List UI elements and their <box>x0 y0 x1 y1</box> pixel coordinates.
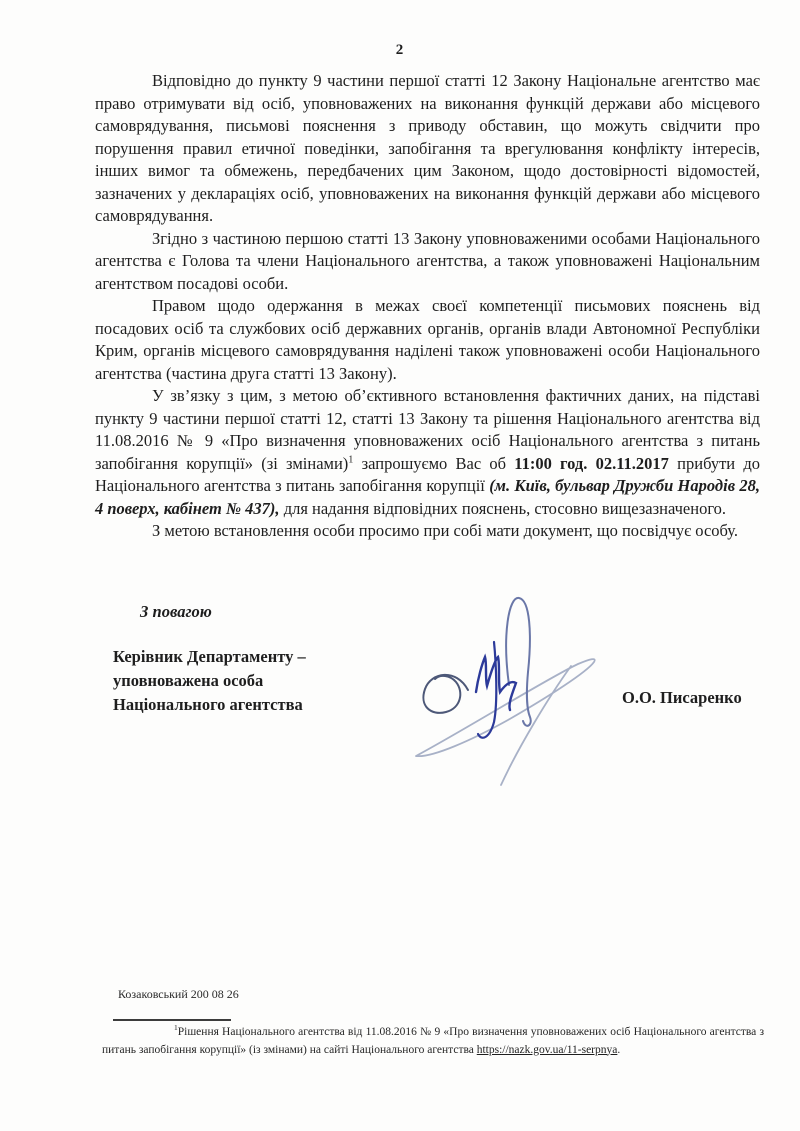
paragraph-segment: для надання відповідних пояснень, стосовно вищезазначеного. <box>279 498 727 518</box>
signature-image <box>398 572 650 794</box>
signature-stroke-descender <box>478 642 496 738</box>
signature-stroke-flourish <box>416 659 595 756</box>
signer-position-line: Національного агентства <box>113 695 303 714</box>
footnote-suffix: . <box>617 1043 621 1056</box>
footnote-separator <box>113 1019 231 1021</box>
signature-stroke-loop-left <box>423 675 468 713</box>
paragraph <box>95 70 760 228</box>
signature-stroke-diagonal <box>501 666 571 785</box>
paragraph-segment: прибути до Національного агентства з питань запобігання корупції <box>95 453 760 495</box>
signer-position-line: уповноважена особа <box>113 671 264 690</box>
paragraph-segment: запрошуємо Вас об <box>353 453 515 473</box>
paragraph-segment: 11:00 год. 02.11.2017 <box>514 453 669 473</box>
letter-body <box>95 70 760 543</box>
paragraph-segment: Згідно з частиною першою статті 13 Закону уповноваженими особами Національного агентства є Голова та члени Національного агентства, а також уповноважені Національним агентством посадові особи. <box>95 228 760 293</box>
closing-salutation: З повагою <box>140 602 212 621</box>
signer-name: О.О. Писаренко <box>622 688 742 707</box>
paragraph <box>95 520 760 543</box>
paragraph-segment: Відповідно до пункту 9 частини першої статті 12 Закону Національне агентство має право отримувати від осіб, уповноважених на виконання функцій держави або місцевого самоврядування, письмові пояснення з приводу обставин, що можуть свідчити про порушення правил етичної поведінки, запобігання та врегулювання конфлікту інтересів, інших вимог та обмежень, передбачених цим Законом, щодо достовірності відомостей, зазначених у деклараціях осіб, уповноважених на виконання функцій держави або місцевого самоврядування. <box>95 71 760 225</box>
page-number: 2 <box>395 42 405 58</box>
footnote-text: Рішення Національного агентства від 11.08.2016 № 9 «Про визначення уповноважених осіб Національного агентства з питань запобігання корупції» (із змінами) на сайті Національного агентства <box>102 1026 764 1056</box>
signer-position-line: Керівник Департаменту – <box>113 647 306 666</box>
paragraph <box>95 228 760 296</box>
signer-position <box>113 645 403 717</box>
paragraph <box>95 385 760 520</box>
paragraph-segment: (м. Київ, бульвар Дружби Народів 28, 4 поверх, кабінет № 437), <box>95 476 760 518</box>
footnote <box>102 1024 764 1059</box>
paragraph-segment: 1 <box>348 454 354 465</box>
paragraph-segment: З метою встановлення особи просимо при собі мати документ, що посвідчує особу. <box>152 521 739 540</box>
footnote-link[interactable]: https://nazk.gov.ua/11-serpnya <box>476 1043 618 1056</box>
paragraph-segment: У зв’язку з цим, з метою об’єктивного встановлення фактичних даних, на підставі пункту 9 частини першої статті 12, статті 13 Закону та рішення Національного агентства від 11.08.2016 № 9 «Про визначення уповноважених осіб Національного агентства з питань запобігання корупції» (зі змінами) <box>95 386 760 473</box>
executor-contact: Козаковський 200 08 26 <box>118 987 239 1001</box>
paragraph-segment: Правом щодо одержання в межах своєї компетенції письмових пояснень від посадових осіб та службових осіб державних органів, органів влади Автономної Республіки Крим, органів місцевого самоврядування наділені також уповноважені особи Національного агентства (частина друга статті 13 Закону). <box>95 296 760 383</box>
footnote-marker: 1 <box>174 1023 178 1033</box>
paragraph <box>95 295 760 385</box>
